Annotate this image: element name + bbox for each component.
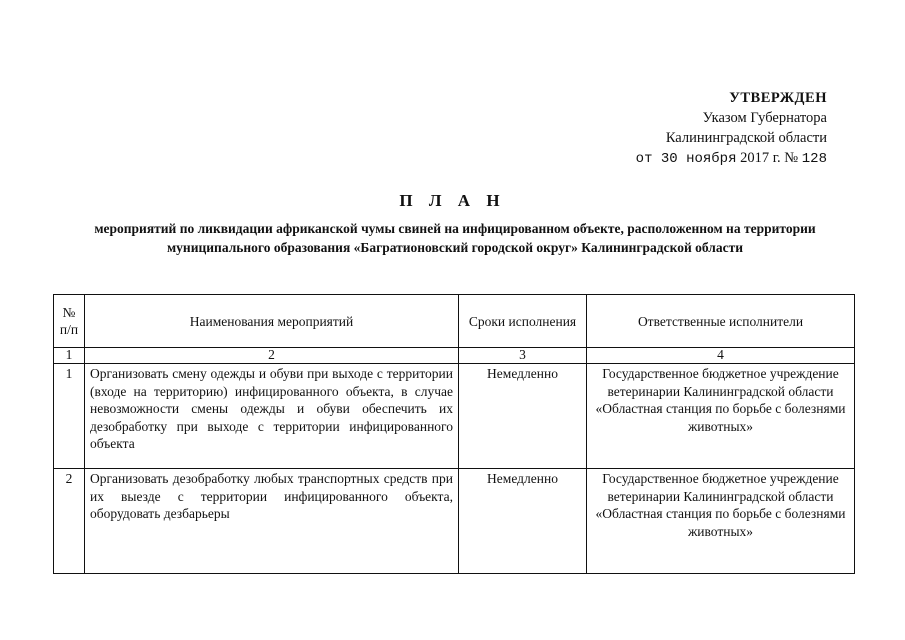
approval-decree-number: 128	[801, 151, 827, 167]
header-deadline: Сроки исполнения	[459, 295, 587, 348]
document-subtitle: мероприятий по ликвидации африканской чумы свиней на инфицированном объекте, расположенном на территории муниципального образования «Багратионовский городской округ» Калининградской области	[94, 221, 816, 255]
row-number: 1	[54, 364, 85, 469]
row-number: 2	[54, 469, 85, 574]
approval-date-prefix: от 30 ноября	[635, 151, 737, 167]
table-header-row	[54, 295, 855, 348]
column-number: 3	[459, 348, 587, 364]
approval-date-year: 2017 г. №	[740, 150, 799, 166]
approval-heading: УТВЕРЖДЕН	[729, 90, 827, 106]
approval-date	[636, 148, 827, 169]
header-responsible: Ответственные исполнители	[587, 295, 855, 348]
table-row	[54, 364, 855, 469]
row-responsible: Государственное бюджетное учреждение ветеринарии Калининградской области «Областная станция по борьбе с болезнями животных»	[587, 469, 855, 574]
document-title: П Л А Н	[399, 191, 506, 210]
table-row	[54, 469, 855, 574]
row-activity: Организовать дезобработку любых транспортных средств при их выезде с территории инфицированного объекта, оборудовать дезбарьеры	[85, 469, 459, 574]
row-deadline: Немедленно	[459, 364, 587, 469]
row-deadline: Немедленно	[459, 469, 587, 574]
approval-stamp	[636, 88, 827, 169]
column-number: 2	[85, 348, 459, 364]
approval-region: Калининградской области	[665, 130, 827, 146]
row-activity: Организовать смену одежды и обуви при выходе с территории (входе на территорию) инфицированного объекта, в случае невозможности смены одежды и обуви обеспечить их дезобработку при выходе с территории инфицированного объекта	[85, 364, 459, 469]
column-number-row	[54, 348, 855, 364]
plan-table	[53, 294, 855, 574]
column-number: 4	[587, 348, 855, 364]
column-number: 1	[54, 348, 85, 364]
row-responsible: Государственное бюджетное учреждение ветеринарии Калининградской области «Областная станция по борьбе с болезнями животных»	[587, 364, 855, 469]
header-activity: Наименования мероприятий	[85, 295, 459, 348]
header-num: № п/п	[54, 295, 85, 348]
approval-authority: Указом Губернатора	[702, 110, 827, 126]
